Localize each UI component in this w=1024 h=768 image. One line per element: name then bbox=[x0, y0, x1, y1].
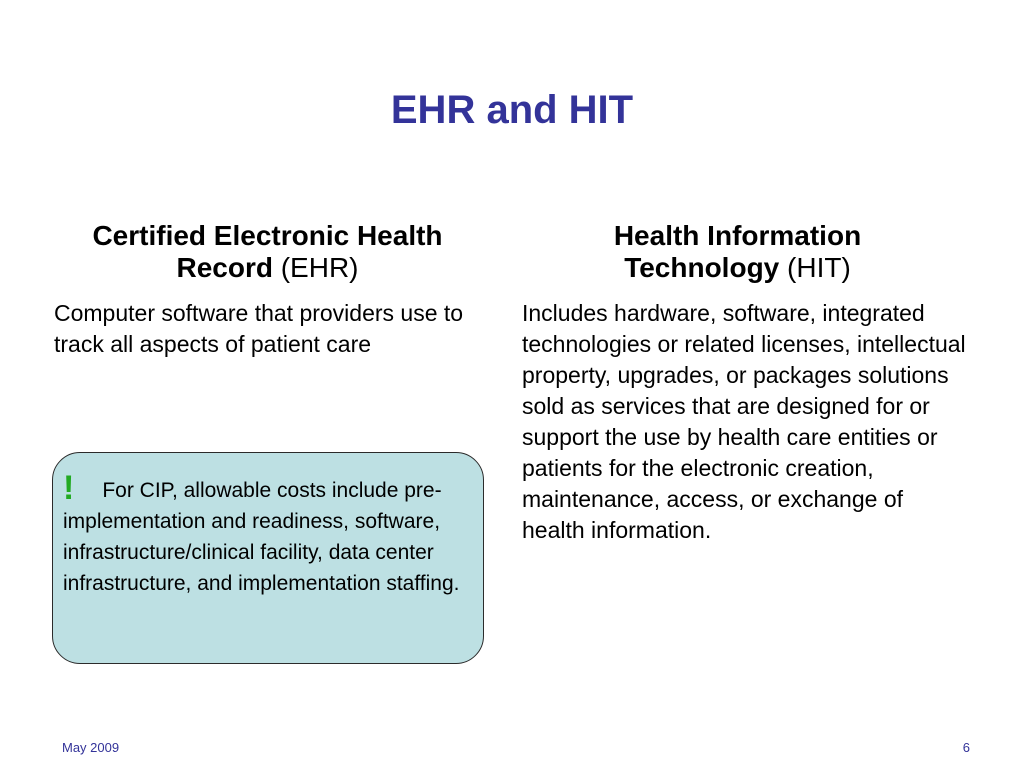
cip-callout-box bbox=[52, 452, 484, 664]
cip-callout-text: For CIP, allowable costs include pre-implementation and readiness, software, infrastructure/clinical facility, data center infrastructure, and implementation staffing. bbox=[63, 479, 460, 595]
hit-heading-line2: Technology bbox=[624, 252, 780, 283]
hit-heading-line1: Health Information bbox=[613, 220, 862, 251]
ehr-heading bbox=[40, 220, 495, 284]
ehr-heading-line2: Record bbox=[176, 252, 273, 283]
hit-heading-abbrev: (HIT) bbox=[779, 252, 851, 283]
exclamation-icon: ! bbox=[63, 469, 75, 507]
hit-heading bbox=[510, 220, 965, 284]
ehr-heading-abbrev: (EHR) bbox=[272, 252, 359, 283]
hit-description: Includes hardware, software, integrated technologies or related licenses, intellectual property, upgrades, or packages solutions sold as services that are designed for or support the use by health care entities or patients for the electronic creation, maintenance, access, or exchange of health information. bbox=[522, 300, 966, 543]
ehr-heading-line1: Certified Electronic Health bbox=[92, 220, 443, 251]
page-number: 6 bbox=[962, 740, 970, 755]
ehr-description: Computer software that providers use to track all aspects of patient care bbox=[54, 300, 464, 357]
slide-title: EHR and HIT bbox=[390, 88, 634, 132]
footer-date: May 2009 bbox=[62, 740, 120, 755]
